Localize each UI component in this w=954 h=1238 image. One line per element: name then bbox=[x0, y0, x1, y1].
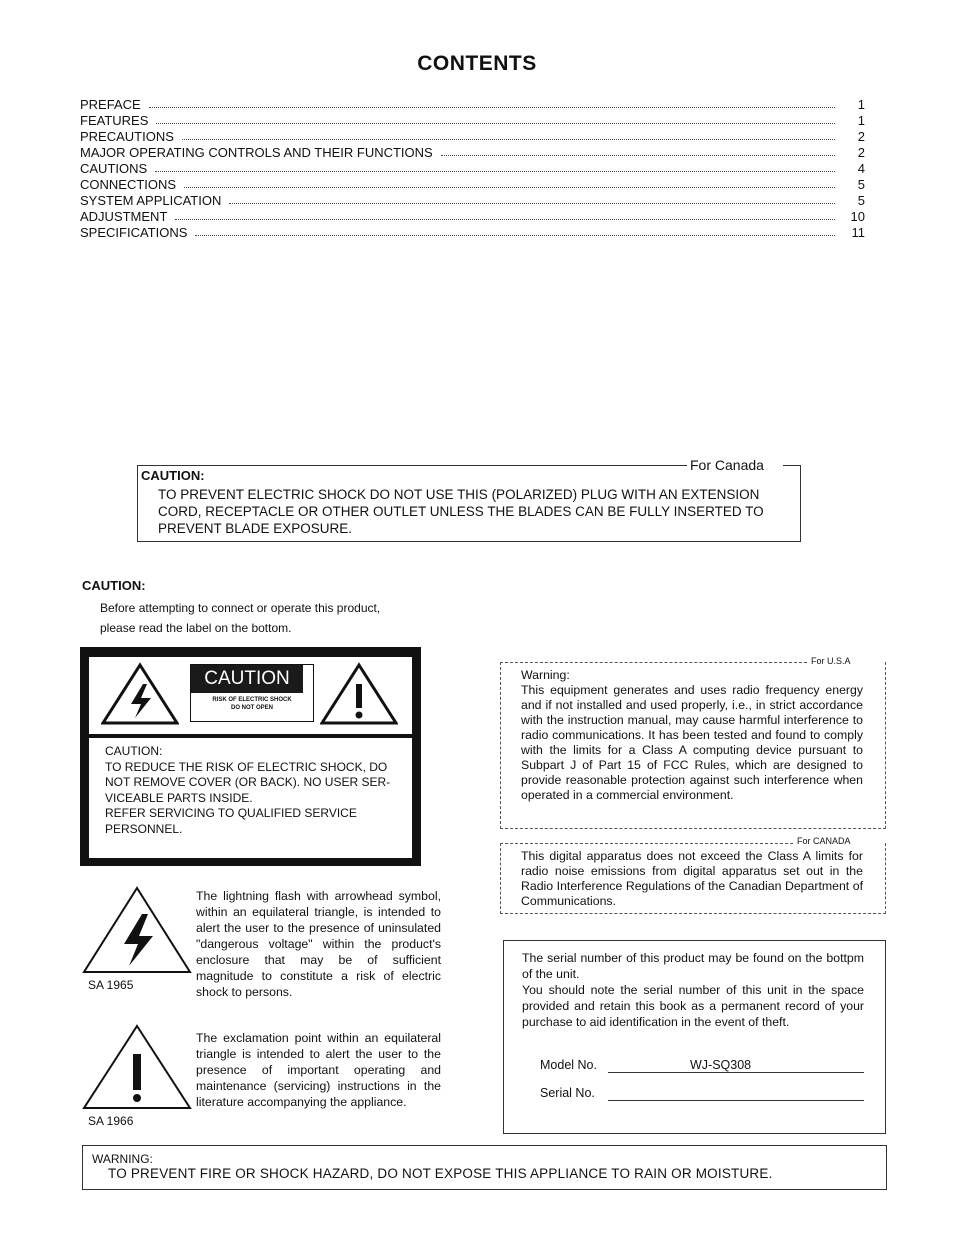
page-title: CONTENTS bbox=[417, 52, 537, 75]
caution-label-text bbox=[105, 744, 405, 837]
toc-entry bbox=[80, 224, 865, 240]
symbol-code: SA 1965 bbox=[88, 978, 134, 992]
toc-entry bbox=[80, 128, 865, 144]
toc-leader bbox=[182, 139, 835, 140]
toc-leader bbox=[184, 187, 835, 188]
toc-leader bbox=[149, 107, 835, 108]
toc-label: ADJUSTMENT bbox=[80, 209, 168, 224]
toc-entry bbox=[80, 208, 865, 224]
toc-entry bbox=[80, 96, 865, 112]
exclamation-triangle-icon bbox=[320, 662, 398, 726]
fcc-canada-text: This digital apparatus does not exceed the Class A limits for radio noise emissions from digital apparatus set out in the Radio Interference Regulations of the Canadian Department of Communications. bbox=[521, 849, 863, 908]
toc-entry bbox=[80, 192, 865, 208]
caution-text bbox=[100, 598, 460, 638]
caution-badge bbox=[190, 664, 314, 722]
toc-entry bbox=[80, 160, 865, 176]
divider bbox=[500, 662, 807, 663]
model-value: WJ-SQ308 bbox=[690, 1058, 752, 1072]
divider bbox=[500, 843, 793, 844]
serial-text bbox=[522, 950, 864, 1030]
toc-page: 2 bbox=[857, 129, 865, 144]
serial-text-1: The serial number of this product may be found on the bottpm of the unit. bbox=[522, 951, 864, 981]
serial-number-blank bbox=[608, 1100, 864, 1101]
table-of-contents bbox=[80, 96, 865, 240]
toc-leader bbox=[195, 235, 835, 236]
toc-label: CONNECTIONS bbox=[80, 177, 177, 192]
exclamation-triangle-icon bbox=[82, 1024, 192, 1112]
toc-label: SPECIFICATIONS bbox=[80, 225, 188, 240]
serial-text-2: You should note the serial number of this unit in the space provided and retain this book as a permanent record of your purchase to aid identification in the event of theft. bbox=[522, 983, 864, 1029]
fcc-usa-tag: For U.S.A bbox=[811, 656, 851, 666]
toc-label: PRECAUTIONS bbox=[80, 129, 174, 144]
symbol-code: SA 1966 bbox=[88, 1114, 134, 1128]
fcc-usa-body: This equipment generates and uses radio frequency energy and if not installed and used properly, i.e., in strict accordance with the instruction manual, may cause harmful interference to radio communications. It has been tested and found to comply with the limits for a Class A computing device pursuant to Subpart J of Part 15 of FCC Rules, which are designed to provide reasonable protection against such interference when operated in a commercial environment. bbox=[521, 683, 863, 802]
toc-page: 11 bbox=[851, 225, 865, 240]
canada-tag: For Canada bbox=[690, 457, 764, 473]
badge-sub-line: RISK OF ELECTRIC SHOCK bbox=[212, 697, 292, 703]
toc-page: 5 bbox=[857, 193, 865, 208]
label-line: PERSONNEL. bbox=[105, 821, 183, 836]
warning-heading: WARNING: bbox=[92, 1152, 153, 1166]
caution-badge-sub bbox=[191, 696, 313, 712]
toc-label: SYSTEM APPLICATION bbox=[80, 193, 222, 208]
label-heading: CAUTION: bbox=[105, 744, 163, 758]
toc-label: PREFACE bbox=[80, 97, 141, 112]
canada-caution-heading: CAUTION: bbox=[141, 468, 205, 483]
toc-page: 10 bbox=[850, 209, 865, 224]
toc-leader bbox=[156, 123, 835, 124]
caution-line: Before attempting to connect or operate this product, bbox=[100, 601, 381, 615]
toc-page: 1 bbox=[857, 113, 865, 128]
fcc-canada-tag: For CANADA bbox=[797, 836, 851, 846]
label-line: REFER SERVICING TO QUALIFIED SERVICE bbox=[105, 806, 357, 820]
label-line: VICEABLE PARTS INSIDE. bbox=[105, 790, 253, 805]
canada-caution-text: TO PREVENT ELECTRIC SHOCK DO NOT USE THIS (POLARIZED) PLUG WITH AN EXTENSION CORD, RECEPTACLE OR OTHER OUTLET UNLESS THE BLADES CAN BE FULLY INSERTED TO PREVENT BLADE EXPOSURE. bbox=[158, 487, 764, 536]
model-label: Model No. bbox=[540, 1058, 597, 1072]
toc-label: FEATURES bbox=[80, 113, 149, 128]
lightning-triangle-icon bbox=[82, 886, 192, 976]
fcc-usa-heading: Warning: bbox=[521, 668, 570, 682]
serial-label: Serial No. bbox=[540, 1086, 595, 1100]
toc-page: 2 bbox=[857, 145, 865, 160]
toc-entry bbox=[80, 176, 865, 192]
divider bbox=[137, 465, 687, 466]
toc-entry bbox=[80, 112, 865, 128]
toc-page: 5 bbox=[857, 177, 865, 192]
toc-page: 1 bbox=[857, 97, 865, 112]
toc-leader bbox=[441, 155, 835, 156]
lightning-description: The lightning flash with arrowhead symbol, within an equilateral triangle, is intended to alert the user to the presence of uninsulated "dangerous voltage" within the product's enclosure that may be of sufficient magnitude to constitute a risk of electric shock to persons. bbox=[196, 889, 441, 999]
divider bbox=[783, 465, 800, 466]
toc-page: 4 bbox=[857, 161, 865, 176]
fcc-usa-text bbox=[521, 668, 863, 803]
label-line: NOT REMOVE COVER (OR BACK). NO USER SER- bbox=[105, 775, 391, 789]
toc-label: MAJOR OPERATING CONTROLS AND THEIR FUNCTIONS bbox=[80, 145, 433, 160]
warning-text: TO PREVENT FIRE OR SHOCK HAZARD, DO NOT EXPOSE THIS APPLIANCE TO RAIN OR MOISTURE. bbox=[108, 1166, 773, 1181]
toc-leader bbox=[175, 219, 835, 220]
caution-badge-title: CAUTION bbox=[191, 665, 303, 693]
toc-label: CAUTIONS bbox=[80, 161, 148, 176]
caution-heading: CAUTION: bbox=[82, 578, 146, 593]
badge-sub-line: DO NOT OPEN bbox=[230, 705, 273, 711]
label-line: TO REDUCE THE RISK OF ELECTRIC SHOCK, DO bbox=[105, 759, 388, 774]
lightning-triangle-icon bbox=[101, 662, 179, 726]
toc-entry bbox=[80, 144, 865, 160]
divider bbox=[608, 1072, 864, 1073]
toc-leader bbox=[155, 171, 835, 172]
exclamation-description: The exclamation point within an equilateral triangle is intended to alert the user to the presence of important operating and maintenance (servicing) instructions in the literature accompanying the appliance. bbox=[196, 1031, 441, 1109]
caution-line: please read the label on the bottom. bbox=[100, 621, 292, 635]
toc-leader bbox=[229, 203, 835, 204]
